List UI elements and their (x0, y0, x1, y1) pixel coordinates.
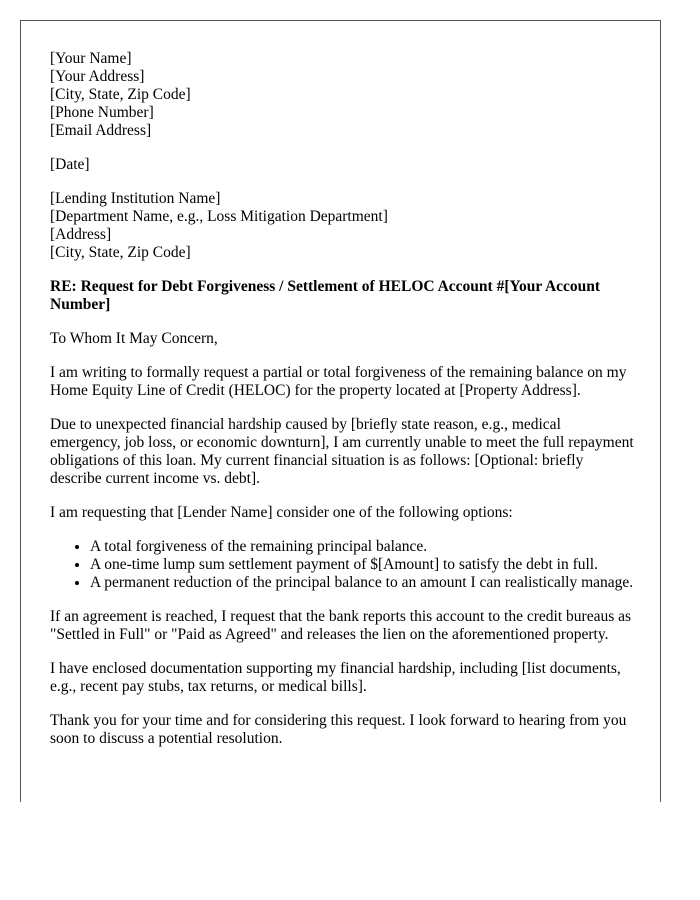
sender-address: [Your Address] (50, 68, 145, 85)
recipient-block (50, 190, 635, 262)
agreement-paragraph: If an agreement is reached, I request that the bank reports this account to the credit bureaus as "Settled in Full" or "Paid as Agreed" and releases the lien on the aforementioned property. (50, 608, 632, 643)
recipient-institution: [Lending Institution Name] (50, 190, 221, 207)
letter-page (20, 20, 661, 802)
sender-phone: [Phone Number] (50, 104, 154, 121)
recipient-city-state-zip: [City, State, Zip Code] (50, 244, 191, 261)
salutation: To Whom It May Concern, (50, 330, 218, 347)
sender-email: [Email Address] (50, 122, 152, 139)
date-block (50, 156, 635, 174)
hardship-paragraph: Due to unexpected financial hardship caused by [briefly state reason, e.g., medical emergency, job loss, or economic downturn], I am currently unable to meet the full repayment obligations of this loan. My current financial situation is as follows: [Optional: briefly describe current income vs. debt]. (50, 416, 634, 487)
list-item: • A total forgiveness of the remaining principal balance. (90, 538, 635, 556)
list-item: • A one-time lump sum settlement payment of $[Amount] to satisfy the debt in full. (90, 556, 635, 574)
documentation-paragraph: I have enclosed documentation supporting my financial hardship, including [list documents, e.g., recent pay stubs, tax returns, or medical bills]. (50, 660, 621, 695)
sender-city-state-zip: [City, State, Zip Code] (50, 86, 191, 103)
recipient-department: [Department Name, e.g., Loss Mitigation Department] (50, 208, 388, 225)
request-lead-paragraph: I am requesting that [Lender Name] consider one of the following options: (50, 504, 513, 521)
sender-block (50, 50, 635, 140)
letter-body (50, 50, 635, 764)
options-list (50, 538, 635, 592)
subject-line: RE: Request for Debt Forgiveness / Settlement of HELOC Account #[Your Account Number] (50, 278, 601, 313)
closing-paragraph: Thank you for your time and for considering this request. I look forward to hearing from you soon to discuss a potential resolution. (50, 712, 627, 747)
list-item: • A permanent reduction of the principal balance to an amount I can realistically manage. (90, 574, 635, 592)
letter-date: [Date] (50, 156, 90, 173)
intro-paragraph: I am writing to formally request a partial or total forgiveness of the remaining balance on my Home Equity Line of Credit (HELOC) for the property located at [Property Address]. (50, 364, 627, 399)
recipient-address: [Address] (50, 226, 112, 243)
sender-name: [Your Name] (50, 50, 132, 67)
